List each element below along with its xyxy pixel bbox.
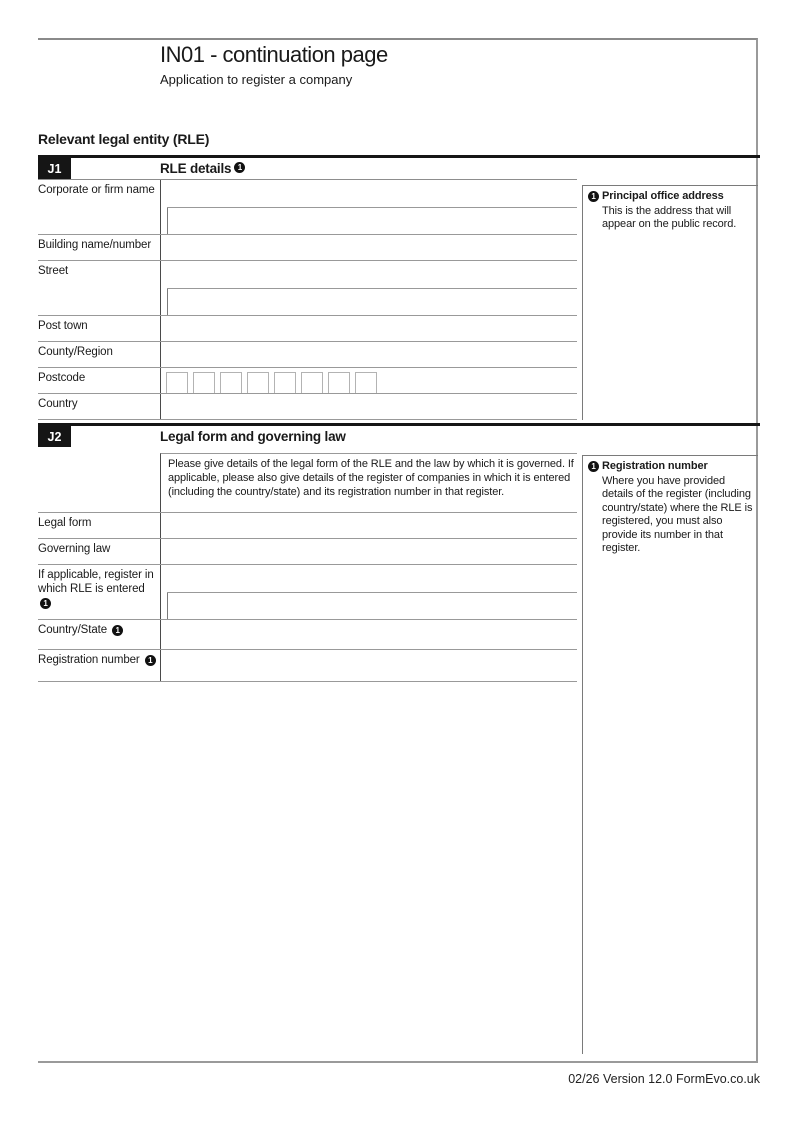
section-badge-j2: J2	[38, 426, 71, 447]
info-note-marker-icon: 1	[40, 598, 51, 609]
postcode-char-box[interactable]	[328, 372, 350, 393]
section-j2-header	[38, 426, 577, 447]
field-label: Country/State 1	[38, 620, 160, 649]
street-field	[160, 261, 577, 315]
section-heading: Relevant legal entity (RLE)	[38, 131, 210, 147]
note-registration-number	[582, 455, 758, 1054]
field-row-corporate-name	[38, 180, 577, 235]
field-label: Governing law	[38, 543, 111, 555]
field-label: If applicable, register in which RLE is entered 1	[38, 569, 154, 608]
section-title-text: RLE details	[160, 161, 232, 176]
field-label: Corporate or firm name	[38, 184, 155, 196]
section-j1	[38, 155, 577, 420]
section-badge-j1: J1	[38, 158, 71, 179]
note-title	[588, 190, 754, 204]
register-input-line-2[interactable]	[167, 593, 577, 619]
section-title-j1	[160, 161, 245, 176]
j1-field-rows	[38, 180, 577, 420]
field-row-street	[38, 261, 577, 316]
field-row-building	[38, 235, 577, 261]
postcode-char-box[interactable]	[355, 372, 377, 393]
postcode-char-box[interactable]	[193, 372, 215, 393]
governing-law-input[interactable]	[160, 539, 577, 564]
corporate-name-input-line-1[interactable]	[167, 180, 577, 208]
registration-number-input[interactable]	[160, 650, 577, 681]
section-title-j2	[160, 429, 346, 444]
field-row-postcode	[38, 368, 577, 394]
j2-field-rows	[38, 513, 577, 682]
field-label: Street	[38, 265, 69, 277]
corporate-name-field	[160, 180, 577, 234]
section-j2	[38, 423, 577, 682]
county-region-input[interactable]	[160, 342, 577, 367]
field-row-governing-law	[38, 539, 577, 565]
country-input[interactable]	[160, 394, 577, 419]
field-row-legal-form	[38, 513, 577, 539]
info-note-marker-icon: 1	[112, 625, 123, 636]
info-note-marker-icon: 1	[234, 162, 245, 173]
field-row-country	[38, 394, 577, 420]
postcode-char-box[interactable]	[274, 372, 296, 393]
info-note-marker-icon: 1	[145, 655, 156, 666]
field-label: Postcode	[38, 372, 86, 384]
note-body: This is the address that will appear on the public record.	[602, 204, 737, 230]
field-label: Country	[38, 398, 78, 410]
postcode-char-box[interactable]	[247, 372, 269, 393]
country-state-input[interactable]	[160, 620, 577, 649]
street-input-line-2[interactable]	[167, 289, 577, 315]
note-title-text: Principal office address	[602, 190, 724, 202]
legal-form-input[interactable]	[160, 513, 577, 538]
note-principal-office-address	[582, 185, 758, 420]
info-note-marker-icon: 1	[588, 461, 599, 472]
street-input-line-1[interactable]	[167, 261, 577, 289]
postcode-char-box[interactable]	[301, 372, 323, 393]
field-label: Registration number 1	[38, 650, 160, 681]
field-label: Building name/number	[38, 239, 152, 251]
form-subtitle: Application to register a company	[160, 72, 353, 87]
register-field	[160, 565, 577, 619]
field-label: Post town	[38, 320, 88, 332]
postcode-char-box[interactable]	[220, 372, 242, 393]
footer-text: 02/26 Version 12.0 FormEvo.co.uk	[568, 1072, 760, 1086]
field-label: County/Region	[38, 346, 113, 358]
info-note-marker-icon: 1	[588, 191, 599, 202]
field-label: Legal form	[38, 517, 92, 529]
instruction-wrap	[38, 453, 577, 513]
note-title	[588, 460, 754, 474]
field-row-county	[38, 342, 577, 368]
building-name-input[interactable]	[160, 235, 577, 260]
postcode-char-box[interactable]	[166, 372, 188, 393]
section-j1-header	[38, 158, 577, 179]
instruction-text: Please give details of the legal form of the RLE and the law by which it is governed. If applicable, please also give details of the register of companies in which it is entered (including the country/state) and its registration number in that register.	[160, 453, 577, 512]
form-title: IN01 - continuation page	[160, 42, 388, 67]
register-input-line-1[interactable]	[167, 565, 577, 593]
field-row-register	[38, 565, 577, 620]
field-row-country-state	[38, 620, 577, 650]
form-header	[160, 42, 388, 87]
postcode-boxes	[160, 368, 577, 393]
post-town-input[interactable]	[160, 316, 577, 341]
corporate-name-input-line-2[interactable]	[167, 208, 577, 234]
note-body: Where you have provided details of the register (including country/state) where the RLE is registered, you must also provide its number in that register.	[602, 474, 753, 554]
section-title-text: Legal form and governing law	[160, 429, 346, 444]
field-row-post-town	[38, 316, 577, 342]
note-title-text: Registration number	[602, 460, 708, 472]
field-row-registration-number	[38, 650, 577, 682]
